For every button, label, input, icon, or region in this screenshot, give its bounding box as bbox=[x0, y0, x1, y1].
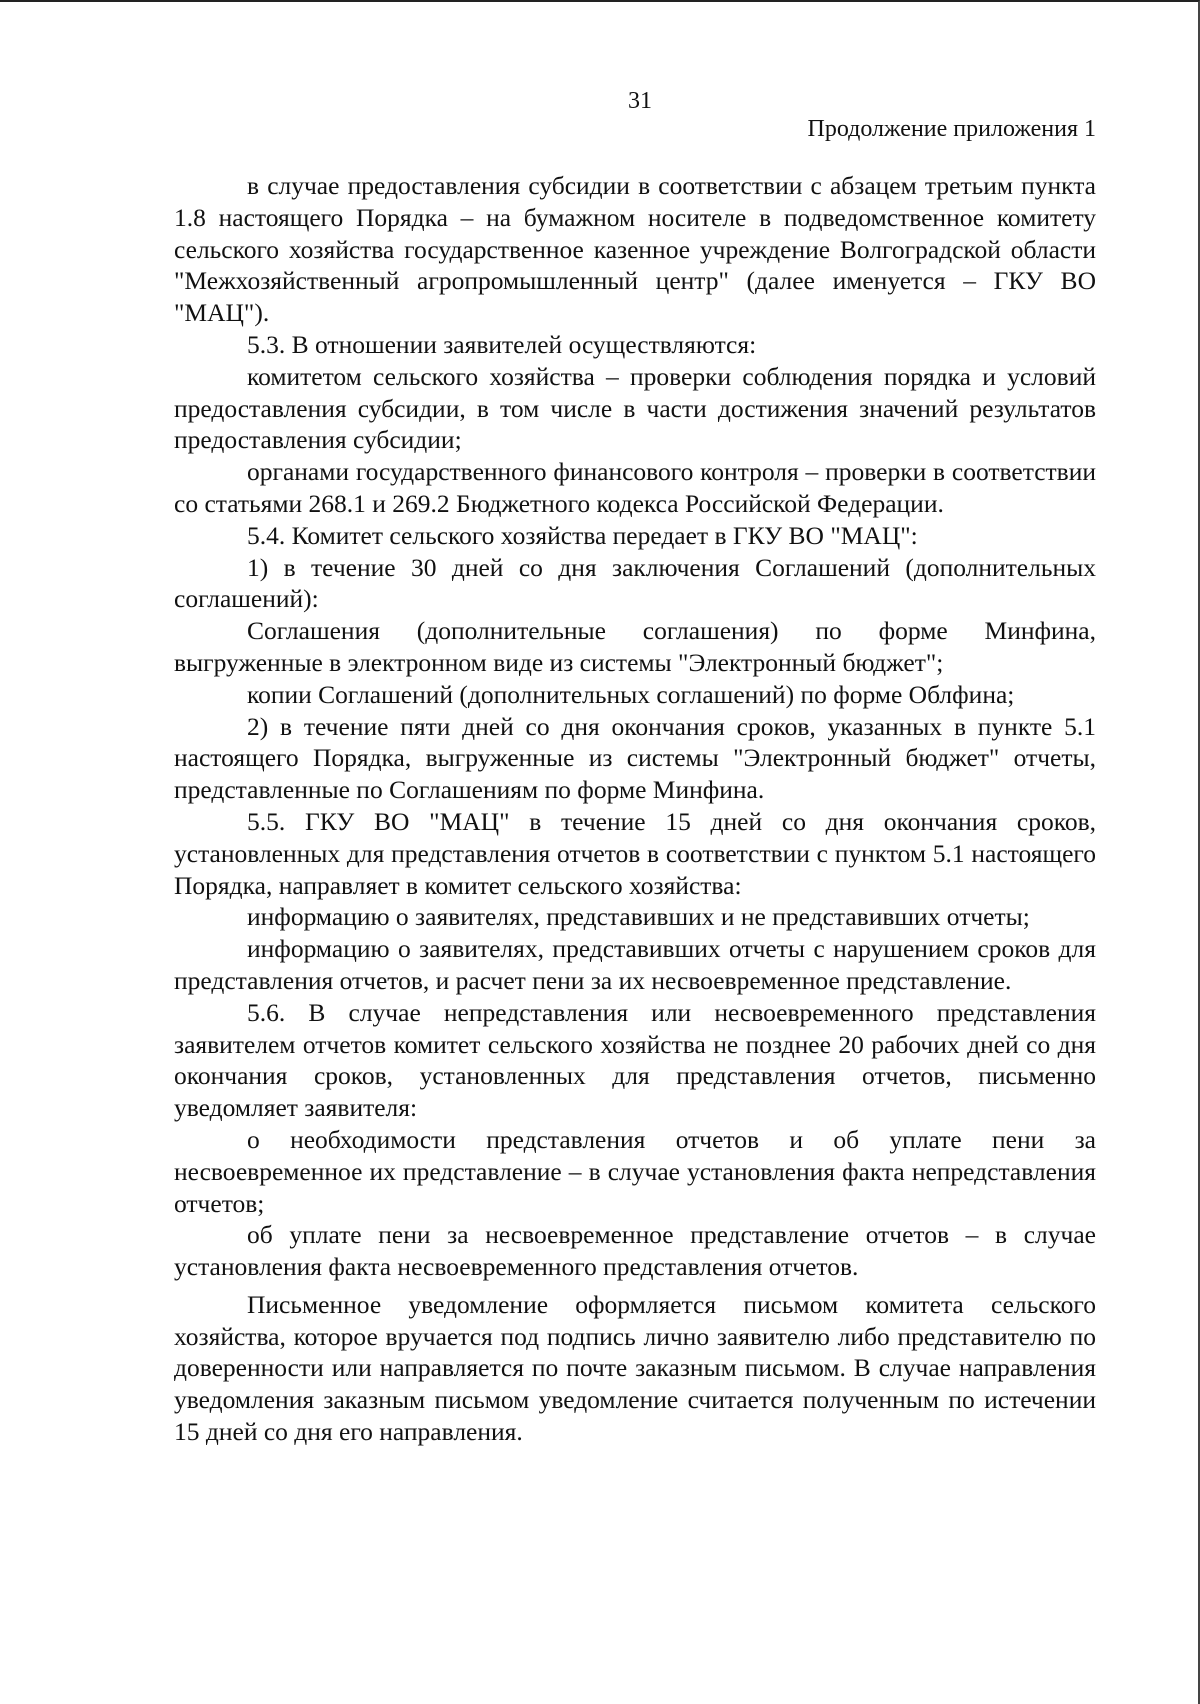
paragraph-5-6: 5.6. В случае непредставления или несвоевременного представления заявителем отчетов комитет сельского хозяйства не позднее 20 рабочих дней со дня окончания сроков, установленных для представления отчетов, письменно уведомляет заявителя: bbox=[174, 997, 1096, 1123]
paragraph-5-5: 5.5. ГКУ ВО "МАЦ" в течение 15 дней со дня окончания сроков, установленных для представления отчетов в соответствии с пунктом 5.1 настоящего Порядка, направляет в комитет сельского хозяйства: bbox=[174, 806, 1096, 900]
paragraph-5-4-heading: 5.4. Комитет сельского хозяйства передает в ГКУ ВО "МАЦ": bbox=[247, 520, 918, 550]
appendix-continuation-note: Продолжение приложения 1 bbox=[807, 116, 1096, 142]
paragraph-5-3-heading: 5.3. В отношении заявителей осуществляются: bbox=[247, 329, 757, 359]
paragraph-info-late: информацию о заявителях, представивших отчеты с нарушением сроков для представления отчетов, и расчет пени за их несвоевременное представление. bbox=[174, 934, 1096, 995]
paragraph-5-4-item-1: 1) в течение 30 дней со дня заключения Соглашений (дополнительных соглашений): bbox=[174, 552, 1096, 614]
paragraph-agreements-minfin: Соглашения (дополнительные соглашения) по форме Минфина, выгруженные в электронном виде из системы "Электронный бюджет"; bbox=[174, 616, 1096, 677]
paragraph-committee-checks: комитетом сельского хозяйства – проверки соблюдения порядка и условий предоставления субсидии, в том числе в части достижения значений результатов предоставления субсидии; bbox=[174, 361, 1096, 455]
paragraph-5-4-item-2: 2) в течение пяти дней со дня окончания сроков, указанных в пункте 5.1 настоящего Порядка, выгруженные из системы "Электронный бюджет" отчеты, представленные по Соглашениям по форме Минфина. bbox=[174, 711, 1096, 805]
paragraph-agreements-oblfin: копии Соглашений (дополнительных соглашений) по форме Облфина; bbox=[247, 679, 1015, 709]
paragraph-financial-control: органами государственного финансового контроля – проверки в соответствии со статьями 268.1 и 269.2 Бюджетного кодекса Российской Федерации. bbox=[174, 457, 1096, 518]
paragraph-written-notice: Письменное уведомление оформляется письмом комитета сельского хозяйства, которое вручается под подпись лично заявителю либо представителю по доверенности или направляется по почте заказным письмом. В случае направления уведомления заказным письмом уведомление считается полученным по истечении 15 дней со дня его направления. bbox=[174, 1289, 1096, 1447]
page-number: 31 bbox=[628, 88, 652, 114]
paragraph-info-submitted: информацию о заявителях, представивших и не представивших отчеты; bbox=[247, 902, 1030, 932]
document-body bbox=[174, 170, 1096, 1448]
paragraph-paper-submission: в случае предоставления субсидии в соответствии с абзацем третьим пункта 1.8 настоящего Порядка – на бумажном носителе в подведомственное комитету сельского хозяйства государственное казенное учреждение Волгоградской области "Межхозяйственный агропромышленный центр" (далее именуется – ГКУ ВО "МАЦ"). bbox=[174, 171, 1096, 328]
paragraph-penalty-nonsubmission: о необходимости представления отчетов и об уплате пени за несвоевременное их представление – в случае установления факта непредставления отчетов; bbox=[174, 1124, 1096, 1218]
paragraph-penalty-late: об уплате пени за несвоевременное представление отчетов – в случае установления факта несвоевременного представления отчетов. bbox=[174, 1220, 1096, 1282]
